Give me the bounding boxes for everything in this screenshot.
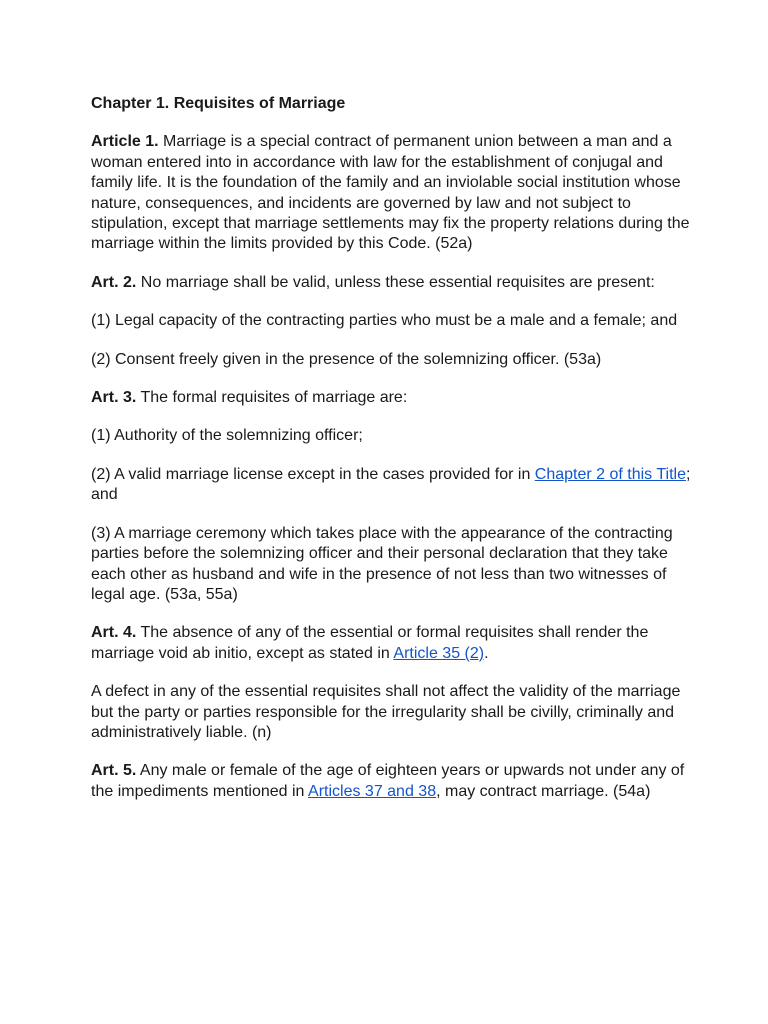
- article-3-text: The formal requisites of marriage are:: [136, 389, 408, 407]
- chapter-2-link[interactable]: Chapter 2 of this Title: [534, 465, 686, 483]
- article-3-item-2: [91, 465, 691, 506]
- article-5-tail: , may contract marriage. (54a): [436, 782, 651, 800]
- article-3-label: Art. 3.: [91, 389, 137, 407]
- article-3-item-2-text: (2) A valid marriage license except in the cases provided for in: [91, 465, 535, 483]
- article-3-item-2-tail: ; and: [91, 465, 691, 504]
- article-3-item-1: (1) Authority of the solemnizing officer;: [91, 427, 363, 445]
- article-2-paragraph: [91, 273, 691, 293]
- article-4-label: Art. 4.: [91, 624, 137, 642]
- article-1-paragraph: [91, 132, 691, 254]
- article-1-text: Marriage is a special contract of permanent union between a man and a woman entered into in accordance with law for the establishment of conjugal and family life. It is the foundation of the family and an inviolable social institution whose nature, consequences, and incidents are governed by law and not subject to stipulation, except that marriage settlements may fix the property relations during the marriage within the limits provided by this Code. (52a): [91, 133, 690, 253]
- article-2-label: Art. 2.: [91, 273, 137, 291]
- article-5-text: Any male or female of the age of eighteen years or upwards not under any of the impediments mentioned in: [91, 762, 685, 800]
- articles-37-38-link[interactable]: Articles 37 and 38: [308, 782, 437, 800]
- article-35-link[interactable]: Article 35 (2): [393, 644, 485, 662]
- article-4-paragraph: [91, 623, 691, 664]
- chapter-title: Chapter 1. Requisites of Marriage: [91, 95, 346, 112]
- article-1-label: Article 1.: [91, 133, 159, 151]
- article-2-item-1: (1) Legal capacity of the contracting parties who must be a male and a female; and: [91, 312, 678, 330]
- article-4-tail: .: [484, 644, 489, 662]
- article-3-paragraph: [91, 388, 691, 408]
- article-2-text: No marriage shall be valid, unless these essential requisites are present:: [136, 273, 655, 291]
- article-5-label: Art. 5.: [91, 762, 137, 780]
- article-5-paragraph: [91, 761, 691, 802]
- article-4-text: The absence of any of the essential or formal requisites shall render the marriage void ab initio, except as stated in: [91, 624, 649, 662]
- document-body: [91, 94, 691, 820]
- article-2-item-2: (2) Consent freely given in the presence of the solemnizing officer. (53a): [91, 350, 602, 368]
- article-4-paragraph-2: A defect in any of the essential requisites shall not affect the validity of the marriage but the party or parties responsible for the irregularity shall be civilly, criminally and administratively liable. (n): [91, 683, 681, 741]
- article-3-item-3: (3) A marriage ceremony which takes place with the appearance of the contracting parties before the solemnizing officer and their personal declaration that they take each other as husband and wife in the presence of not less than two witnesses of legal age. (53a, 55a): [91, 524, 673, 603]
